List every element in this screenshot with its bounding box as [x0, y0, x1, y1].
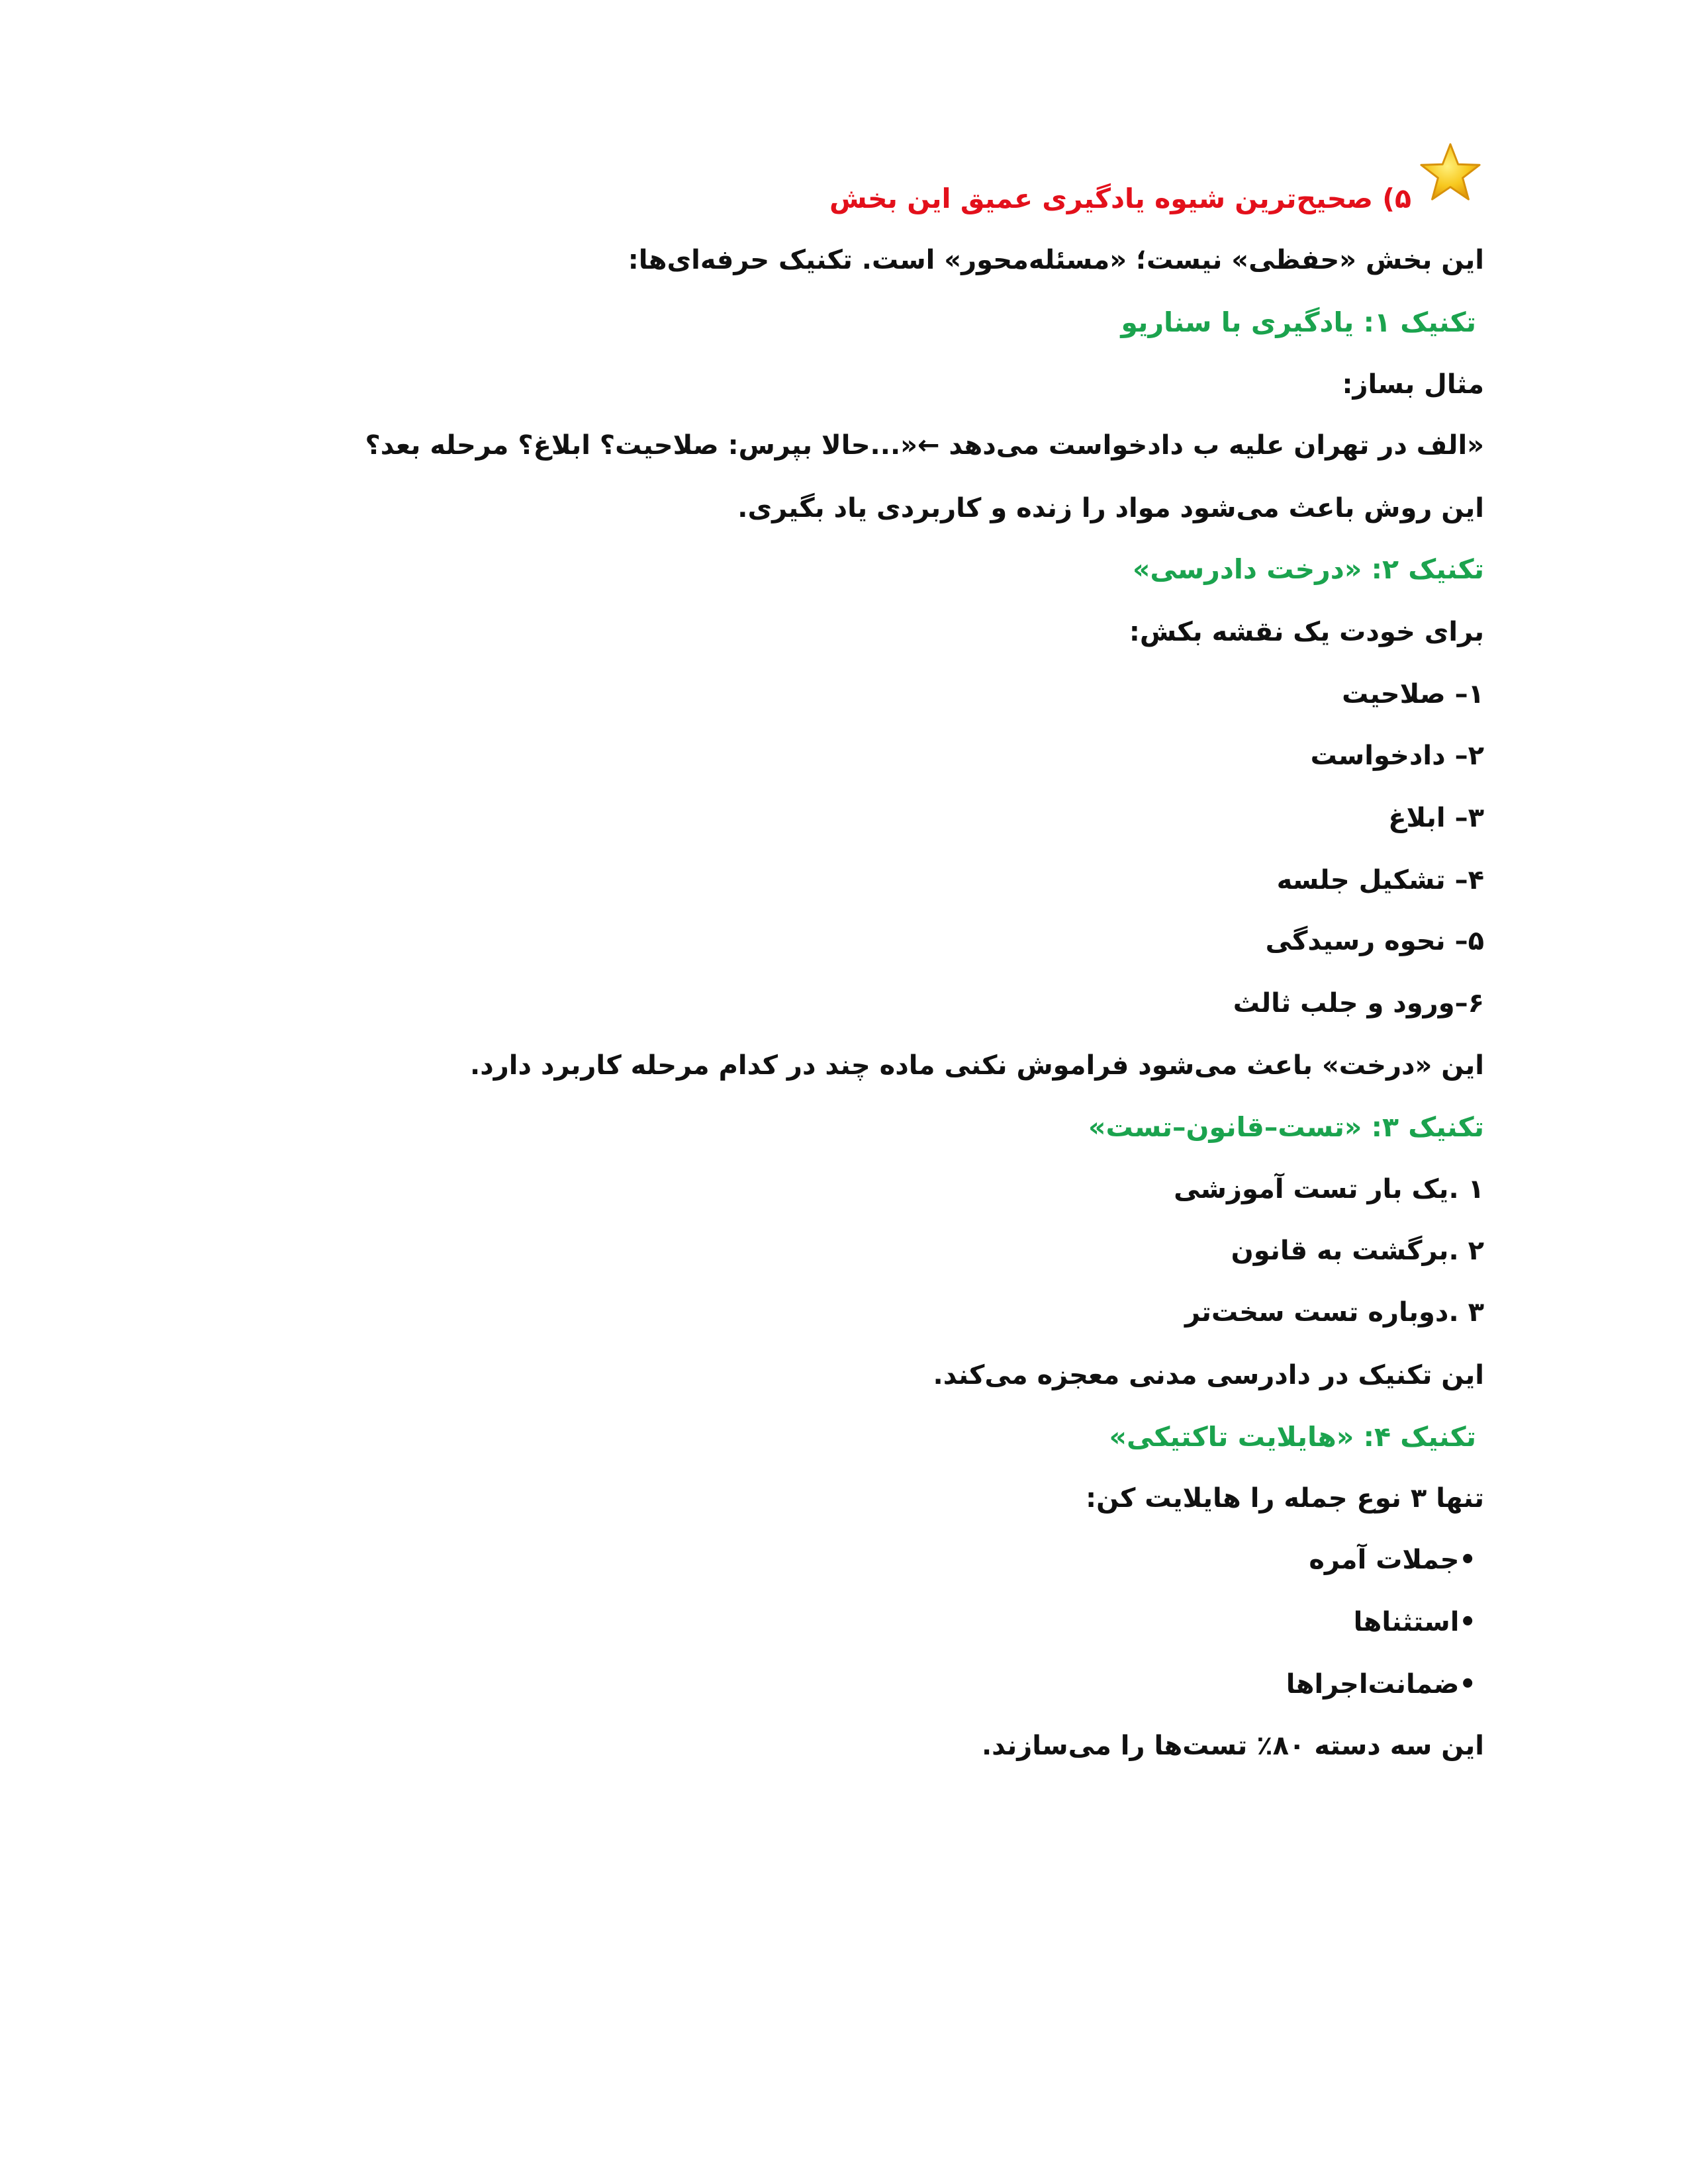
- technique-1-label: مثال بساز:: [1342, 369, 1484, 400]
- technique-2-heading: تکنیک ۲: «درخت دادرسی»: [1132, 553, 1484, 585]
- technique-3-heading: تکنیک ۳: «تست–قانون–تست»: [1088, 1111, 1484, 1143]
- list-item: ۵– نحوه رسیدگی: [1265, 926, 1484, 956]
- technique-1-heading: تکنیک ۱: یادگیری با سناریو: [1121, 306, 1476, 338]
- list-item: ۱ .یک بار تست آموزشی: [1174, 1174, 1484, 1205]
- technique-4-heading: تکنیک ۴: «هایلایت تاکتیکی»: [1109, 1421, 1476, 1453]
- intro-text: این بخش «حفظی» نیست؛ «مسئله‌محور» است. تکنیک حرفه‌ای‌ها:: [628, 245, 1484, 275]
- list-item: ۳ .دوباره تست سخت‌تر: [1185, 1297, 1484, 1328]
- technique-2-label: برای خودت یک نقشه بکش:: [1129, 617, 1484, 647]
- list-item: ۴– تشکیل جلسه: [1276, 865, 1484, 895]
- technique-1-note: این روش باعث می‌شود مواد را زنده و کاربردی یاد بگیری.: [737, 493, 1484, 523]
- list-item: ۲ .برگشت به قانون: [1231, 1236, 1484, 1266]
- list-item: ۲– دادخواست: [1310, 741, 1484, 771]
- technique-4-label: تنها ۳ نوع جمله را هایلایت کن:: [1086, 1483, 1484, 1514]
- list-item: •جملات آمره: [1309, 1545, 1476, 1575]
- technique-2-note: این «درخت» باعث می‌شود فراموش نکنی ماده چند در کدام مرحله کاربرد دارد.: [470, 1050, 1484, 1081]
- list-item: ۳– ابلاغ: [1388, 803, 1484, 833]
- technique-3-note: این تکنیک در دادرسی مدنی معجزه می‌کند.: [933, 1360, 1484, 1390]
- technique-1-example: «الف در تهران علیه ب دادخواست می‌دهد ←«...حالا بپرس: صلاحیت؟ ابلاغ؟ مرحله بعد؟: [365, 430, 1484, 461]
- technique-4-note: این سه دسته ۸۰٪ تست‌ها را می‌سازند.: [981, 1731, 1484, 1761]
- list-item: •ضمانت‌اجراها: [1286, 1669, 1476, 1700]
- list-item: ۶–ورود و جلب ثالث: [1233, 988, 1484, 1019]
- list-item: •استثناها: [1353, 1607, 1476, 1637]
- list-item: ۱– صلاحیت: [1342, 679, 1484, 709]
- star-icon: [1418, 140, 1483, 205]
- section-title: ۵) صحیح‌ترین شیوه یادگیری عمیق این بخش: [829, 183, 1411, 214]
